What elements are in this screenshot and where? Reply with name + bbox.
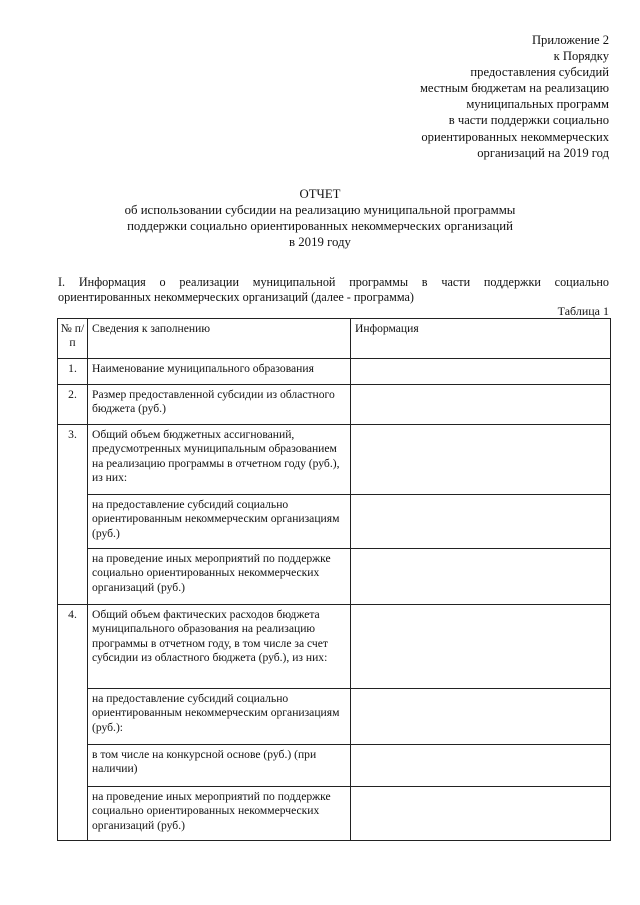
- table-row: [58, 745, 611, 787]
- title-line: в 2019 году: [289, 235, 351, 249]
- section-heading-line: I. Информация о реализации муниципальной программы в части поддержки социально: [58, 275, 609, 289]
- row-details: на предоставление субсидий социально ориентированным некоммерческим организациям (руб.): [88, 495, 351, 549]
- row-details: на предоставление субсидий социально ориентированным некоммерческим организациям (руб.):: [88, 689, 351, 745]
- appendix-line: Приложение 2: [531, 33, 609, 47]
- row-info-cell[interactable]: [351, 787, 611, 841]
- header-details: Сведения к заполнению: [88, 319, 351, 359]
- table-row: [58, 549, 611, 605]
- row-details: на проведение иных мероприятий по поддержке социально ориентированных некоммерческих организаций (руб.): [88, 549, 351, 605]
- table-row: [58, 787, 611, 841]
- row-info-cell[interactable]: [351, 385, 611, 425]
- appendix-line: в части поддержки социально: [448, 113, 609, 128]
- appendix-line: предоставления субсидий: [470, 65, 609, 80]
- report-title: [0, 186, 640, 250]
- row-details: в том числе на конкурсной основе (руб.) (при наличии): [88, 745, 351, 787]
- appendix-header: [420, 32, 609, 161]
- table-row: [58, 605, 611, 689]
- row-details: на проведение иных мероприятий по поддержке социально ориентированных некоммерческих организаций (руб.): [88, 787, 351, 841]
- row-info-cell[interactable]: [351, 425, 611, 495]
- row-info-cell[interactable]: [351, 495, 611, 549]
- row-details: Общий объем бюджетных ассигнований, предусмотренных муниципальным образованием на реализацию программы в отчетном году (руб.), из них:: [88, 425, 351, 495]
- row-details: Размер предоставленной субсидии из областного бюджета (руб.): [88, 385, 351, 425]
- title-line: об использовании субсидии на реализацию муниципальной программы: [124, 203, 516, 217]
- row-details: Общий объем фактических расходов бюджета муниципального образования на реализацию программы в отчетном году, в том числе за счет субсидии из областного бюджета (руб.), из них:: [88, 605, 351, 689]
- section-heading-line: ориентированных некоммерческих организаций (далее - программа): [58, 289, 414, 304]
- row-details: Наименование муниципального образования: [88, 359, 351, 385]
- appendix-line: ориентированных некоммерческих: [421, 129, 609, 144]
- appendix-line: организаций на 2019 год: [477, 145, 609, 160]
- row-info-cell[interactable]: [351, 359, 611, 385]
- row-info-cell[interactable]: [351, 549, 611, 605]
- report-table: [57, 318, 611, 841]
- table-header-row: [58, 319, 611, 359]
- table-row: [58, 495, 611, 549]
- table-row: [58, 689, 611, 745]
- row-number: 3.: [58, 425, 88, 605]
- table-row: [58, 359, 611, 385]
- row-info-cell[interactable]: [351, 605, 611, 689]
- title-line: поддержки социально ориентированных некоммерческих организаций: [127, 219, 513, 233]
- row-number: 4.: [58, 605, 88, 841]
- row-number: 2.: [58, 385, 88, 425]
- appendix-line: местным бюджетам на реализацию: [419, 81, 609, 96]
- title-line: ОТЧЕТ: [299, 187, 341, 201]
- row-info-cell[interactable]: [351, 689, 611, 745]
- table-row: [58, 425, 611, 495]
- header-number: № п/п: [58, 319, 88, 359]
- row-number: 1.: [58, 359, 88, 385]
- table-row: [58, 385, 611, 425]
- table-caption: Таблица 1: [557, 304, 609, 318]
- header-info: Информация: [351, 319, 611, 359]
- appendix-line: к Порядку: [553, 49, 609, 64]
- section-heading: [58, 275, 609, 305]
- row-info-cell[interactable]: [351, 745, 611, 787]
- appendix-line: муниципальных программ: [466, 97, 609, 112]
